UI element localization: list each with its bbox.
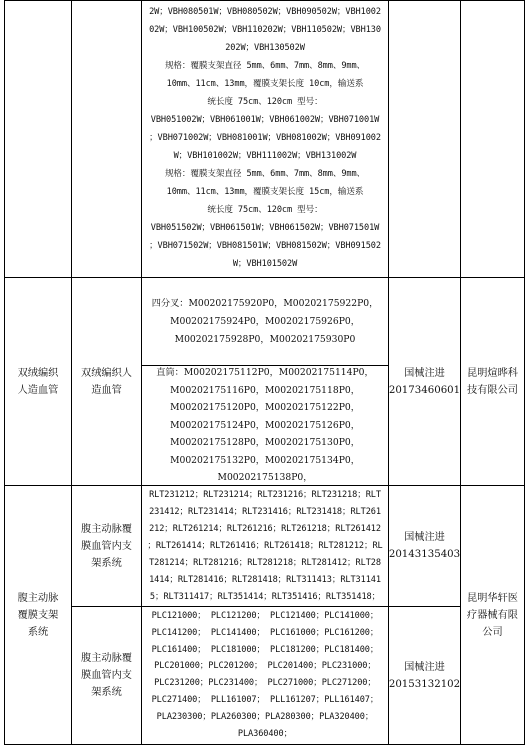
category-cell-group2: 腹主动脉 覆膜支架 系统 [17,592,59,638]
rule-top [4,0,525,1]
product-cell-group2-b: 腹主动脉覆 膜血管内支 架系统 [81,653,132,698]
spec-cell-top: 2W；VBH080501W；VBH080502W；VBH090502W；VBH1002 02W；VBH100502W；VBH110202W；VBH110502W；VBH130 202W；VBH130502W 规格：覆膜支架直径 5mm、6mm、7mm、8mm、9mm、 10mm、11cm、13mm，覆膜支架长度 10cm，输送系 统长度 75cm、120cm 型号： VBH051002W；VBH061001W；VBH061002W；VBH071001W ；VBH071002W；VBH081001W；VBH081002W；VBH091002 W；VBH101002W；VBH111002W；VBH131002W 规格：覆膜支架直径 5mm、6mm、7mm、8mm、9mm、 10mm、11cm、13mm，覆膜支架长度 15cm，输送系 统长度 75cm、120cm 型号： VBH051502W；VBH061501W；VBH061502W；VBH071501W ；VBH071502W；VBH081501W；VBH081502W；VBH091502 W；VBH101502W [149,7,381,269]
registration-cell-group2-b: 国械注进 20153132102 [389,661,460,690]
rule-col5 [524,0,525,745]
spec-cell-group1-a: 四分叉：M00202175920P0，M00202175922P0， M00202175924P0，M00202175926P0， M00202175928P0，M00202175930P0 [151,297,379,345]
company-cell-group2: 昆明华轩医 疗器械有限 公司 [467,592,518,638]
spec-cell-group2-a: RLT231212；RLT231214；RLT231216；RLT231218；RLT 231412；RLT231414；RLT231416；RLT231418；RLT261 212；RLT261214；RLT261216；RLT261218；RLT261412 ；RLT261414；RLT261416；RLT261418；RLT281212；RL T281214；RLT281216；RLT281218；RLT281412；RLT28 1414；RLT281416；RLT281418；RLT311413；RLT31141 5；RLT311417；RLT351414；RLT351416；RLT351418； [147,490,383,602]
product-cell-group1: 双绒编织人 造血管 [81,367,132,396]
category-cell-group1: 双绒编织 人造血管 [17,367,59,396]
spec-cell-group1-b: 直筒：M00202175112P0，M00202175114P0， M00202175116P0，M00202175118P0， M00202175120P0，M00202175122P0， M00202175124P0，M00202175126P0， M00202175128P0，M00202175130P0， M00202175132P0，M00202175134P0， M00202175138P0， [156,367,374,484]
company-cell-group1: 昆明煊晔科 技有限公司 [467,367,518,396]
rule-bottom [4,744,525,745]
registration-cell-group1: 国械注进 20173460601 [389,367,460,396]
product-cell-group2-a: 腹主动脉覆 膜血管内支 架系统 [81,523,132,569]
spec-cell-group2-b: PLC121000； PLC121200； PLC121400；PLC141000； PLC141200； PLC141400； PLC161000；PLC161200； PLC161400； PLC181000； PLC181200；PLC181400； PLC201000；PLC201200； PLC201400；PLC231000； PLC231200；PLC231400； PLC271000；PLC271200； PLC271400； PLL161007； PLL161207；PLL161407； PLA230300；PLA260300；PLA280300；PLA320400； PLA360400； [151,611,379,739]
registration-cell-group2-a: 国械注进 20143135403 [389,532,460,560]
